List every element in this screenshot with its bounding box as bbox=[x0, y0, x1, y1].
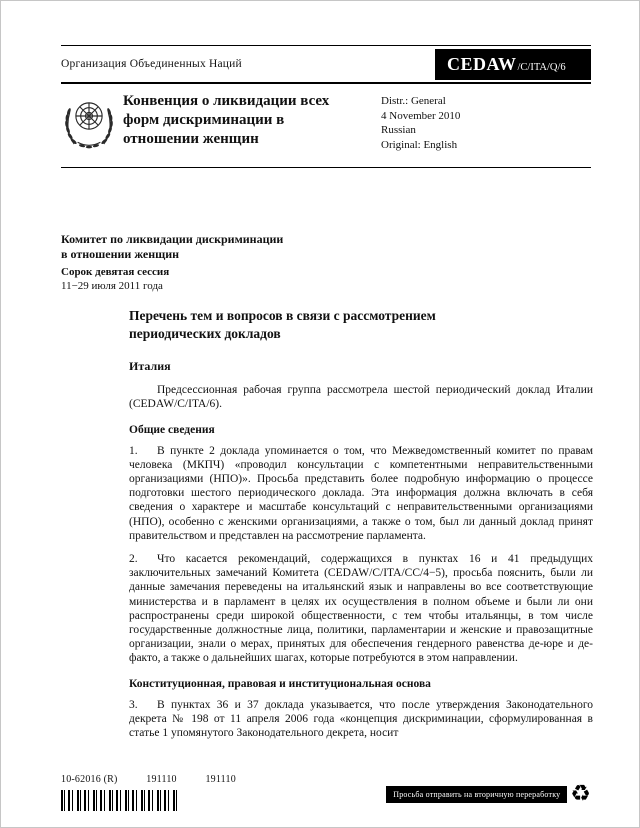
distribution-block bbox=[381, 92, 460, 157]
intro-paragraph: Предсессионная рабочая группа рассмотрела шестой периодический доклад Италии (CEDAW/C/ITA/6). bbox=[129, 384, 593, 411]
paragraph-text: В пунктах 36 и 37 доклада указывается, что после утверждения Законодательного декрета № 198 от 11 апреля 2006 года «концепция дискриминации, сформулированная в статье 1 упомянутого Законодательного декрета, носит bbox=[129, 698, 593, 739]
document-code-line bbox=[61, 774, 236, 785]
un-emblem bbox=[61, 92, 123, 157]
distr-line: Distr.: General bbox=[381, 95, 446, 107]
doc-symbol-box bbox=[435, 49, 591, 80]
job-code: 10-62016 (R) bbox=[61, 774, 118, 785]
footer-right bbox=[386, 781, 591, 807]
document-title: Перечень тем и вопросов в связи с рассмотрением периодических докладов bbox=[129, 308, 436, 341]
top-rule bbox=[61, 45, 591, 46]
distr-date: 4 November 2010 bbox=[381, 109, 461, 122]
numbered-paragraph-3 bbox=[129, 698, 593, 741]
distr-original: Original: English bbox=[381, 139, 458, 152]
masthead bbox=[61, 84, 591, 167]
document-header bbox=[61, 49, 591, 82]
paragraph-text: Что касается рекомендаций, содержащихся в пунктах 16 и 41 предыдущих заключительных замечаний Комитета (CEDAW/C/ITA/CC/4−5), просьба пояснить, были ли данные замечания переведены на итальянский язык и направлены во все соответствующие министерства и в парламент в целях их осуществления в полном объеме и были ли они распространены среди широкой общественности, с тем чтобы итальянцы, в том числе государственные должностные лица, политики, парламентарии и женские и правозащитные организации, знали о мерах, принятых для обеспечения гендерного равенства де-юре и де-факто, а также о дальнейших шагах, которые потребуются в этом направлении. bbox=[129, 552, 593, 665]
doc-symbol-number: /C/ITA/Q/6 bbox=[517, 62, 566, 73]
barcode bbox=[61, 790, 179, 811]
distr-language: Russian bbox=[381, 124, 416, 137]
section-heading-constitutional: Конституционная, правовая и институциональная основа bbox=[129, 677, 431, 690]
page-footer bbox=[61, 774, 591, 811]
un-emblem-icon bbox=[61, 94, 117, 152]
numbered-paragraph-1 bbox=[129, 444, 593, 543]
committee-name-line1: Комитет по ликвидации дискриминации bbox=[61, 232, 284, 246]
org-name: Организация Объединенных Наций bbox=[61, 58, 242, 70]
paragraph-number: 2. bbox=[129, 552, 138, 565]
masthead-rule bbox=[61, 167, 591, 168]
section-heading-general: Общие сведения bbox=[129, 423, 215, 436]
recycle-notice: Просьба отправить на вторичную переработку bbox=[386, 786, 567, 803]
paragraph-number: 3. bbox=[129, 698, 138, 711]
paragraph-text: В пункте 2 доклада упоминается о том, что Межведомственный комитет по правам человека (МКПЧ) «проводил консультации с компетентными неправительственными организациями (НПО)». Просьба представить более подробную информацию о процессе подготовки шестого периодического доклада. Эта информация должна включать в себя сведения о характере и масштабе консультаций с неправительственными организациями (НПО), особенно с женскими организациями, а также о том, был ли данный доклад принят правительством и представлен на рассмотрение парламента. bbox=[129, 444, 593, 542]
footer-number-1: 191110 bbox=[146, 774, 177, 785]
committee-block bbox=[61, 232, 591, 292]
footer-left bbox=[61, 774, 236, 811]
footer-number-2: 191110 bbox=[205, 774, 236, 785]
numbered-paragraph-2 bbox=[129, 552, 593, 666]
recycle-icon: ♻ bbox=[570, 781, 591, 807]
main-content bbox=[129, 307, 593, 740]
session-title: Сорок девятая сессия bbox=[61, 266, 170, 278]
convention-title: Конвенция о ликвидации всех форм дискриминации в отношении женщин bbox=[123, 93, 330, 148]
country-heading: Италия bbox=[129, 359, 171, 374]
doc-symbol-cedaw: CEDAW bbox=[447, 54, 517, 74]
paragraph-number: 1. bbox=[129, 444, 138, 457]
committee-name-line2: в отношении женщин bbox=[61, 247, 180, 261]
session-dates: 11−29 июля 2011 года bbox=[61, 280, 163, 292]
